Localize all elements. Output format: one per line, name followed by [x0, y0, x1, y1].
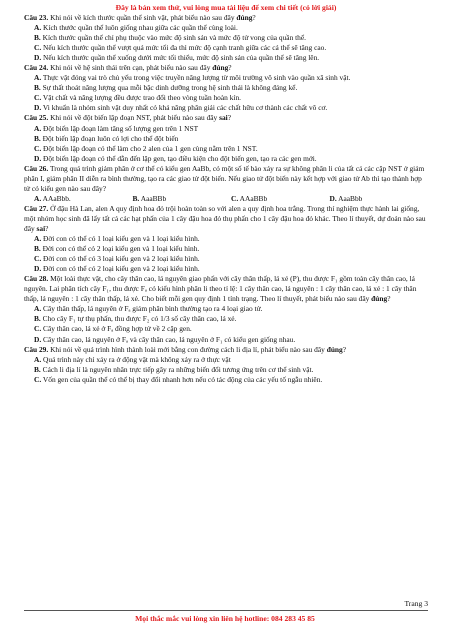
option-label: A.	[34, 193, 42, 203]
question-27	[24, 204, 428, 274]
question-text: Ở đậu Hà Lan, alen A quy định hoa đỏ trội hoàn toàn so với alen a quy định hoa trắng. Trong thí nghiệm thực hành lai giống, một nhóm học sinh đã lấy tất cả các hạt phấn của 1 cây đậu hoa đỏ thụ phấn cho 1 cây đậu hoa đỏ khác. Theo lí thuyết, dự đoán nào sau đây	[24, 203, 426, 233]
option-text: Cách li địa lí là nguyên nhân trực tiếp gây ra những biến đổi tương ứng trên cơ thể sinh vật.	[42, 364, 314, 374]
question-number: Câu 27.	[24, 203, 49, 213]
option-text: Kích thước quần thể chỉ phụ thuộc vào mức độ sinh sản và mức độ tử vong của quần thể.	[42, 33, 306, 43]
option-d	[24, 264, 428, 274]
option-label: D.	[34, 264, 42, 274]
question-keyword: đúng	[212, 63, 229, 73]
option-text: Đời con có thể có 1 loại kiểu gen và 1 loại kiểu hình.	[43, 234, 200, 244]
option-b	[24, 83, 428, 93]
question-number: Câu 26.	[24, 163, 49, 173]
question-keyword: đúng	[326, 344, 343, 354]
question-keyword: sai	[36, 223, 46, 233]
option-a	[24, 23, 428, 33]
question-stem	[24, 274, 428, 304]
option-c	[231, 194, 330, 204]
option-label: C.	[34, 374, 42, 384]
question-number: Câu 24.	[24, 63, 49, 73]
option-label: D.	[34, 53, 42, 63]
option-b	[24, 33, 428, 43]
question-number: Câu 25.	[24, 113, 49, 123]
question-stem	[24, 113, 428, 123]
option-text: Sự thất thoát năng lượng qua mỗi bậc dinh dưỡng trong hệ sinh thái là không đáng kể.	[42, 83, 298, 93]
option-label: A.	[34, 123, 42, 133]
question-stem	[24, 204, 428, 234]
question-text: Khi nói về quá trình hình thành loài mới bằng con đường cách li địa lí, phát biểu nào sau đây	[50, 344, 325, 354]
footer-divider	[24, 610, 428, 611]
question-text: Khi nói về đột biến lặp đoạn NST, phát biểu nào sau đây	[50, 113, 218, 123]
option-label: C.	[34, 254, 42, 264]
option-label: D.	[34, 334, 42, 344]
option-text: Đời con có thể có 2 loại kiểu gen và 1 loại kiểu hình.	[42, 244, 200, 254]
option-text: AaaBBb	[140, 193, 167, 203]
question-keyword: sai	[219, 113, 228, 123]
option-b	[133, 194, 232, 204]
option-label: C.	[34, 143, 42, 153]
option-text: Đời con có thể có 3 loại kiểu gen và 2 loại kiểu hình.	[43, 254, 200, 264]
question-keyword: đúng	[236, 13, 253, 22]
option-b	[24, 244, 428, 254]
question-end: ?	[45, 223, 49, 233]
option-text: Vật chất và năng lượng đều được trao đổi theo vòng tuần hoàn kín.	[42, 93, 241, 103]
option-label: A.	[34, 23, 42, 33]
option-d	[24, 103, 428, 113]
option-c	[24, 43, 428, 53]
option-c	[24, 93, 428, 103]
option-label: B.	[34, 83, 41, 93]
option-label: D.	[34, 153, 42, 163]
question-29	[24, 345, 428, 385]
option-b	[24, 314, 428, 324]
option-d	[24, 154, 428, 164]
option-text: Vốn gen của quần thể có thể bị thay đổi nhanh hơn nếu có tác động của các yếu tố ngẫu nhiên.	[42, 374, 323, 384]
question-stem	[24, 63, 428, 73]
question-text: Khi nói về kích thước quần thể sinh vật, phát biểu nào sau đây	[50, 13, 235, 22]
question-end: ?	[342, 344, 347, 354]
option-text: Đột biến lặp đoạn làm tăng số lượng gen trên 1 NST	[43, 123, 199, 133]
question-text: Trong quá trình giảm phân ở cơ thể có kiểu gen AaBb, có một số tế bào xảy ra sự không phân li của tất cả các cặp NST ở giảm phân I, giảm phân II diễn ra bình thường, tạo ra các giao tử đột biến. Nếu giao tử đột biến này kết hợp với giao tử Ab thì tạo thành hợp tử có kiểu gen nào sau đây?	[24, 163, 425, 193]
option-label: D.	[329, 193, 337, 203]
option-label: B.	[132, 193, 140, 203]
option-text: Đột biến lặp đoạn có thể dẫn đến lặp gen, tạo điều kiện cho đột biến gen, tạo ra các gen mới.	[43, 153, 317, 163]
question-26	[24, 164, 428, 204]
option-text: Cây thân thấp, lá nguyên ở Fₐ giảm phân bình thường tạo ra 4 loại giao tử.	[43, 304, 263, 314]
option-label: B.	[34, 364, 41, 374]
option-text: Cây thân cao, lá xẻ ở Fₐ đồng hợp tử về 2 cặp gen.	[43, 324, 192, 334]
option-text: Cho cây F₁ tự thụ phấn, thu được F₂ có 1/3 số cây thân cao, lá xẻ.	[42, 314, 237, 324]
option-d	[330, 194, 429, 204]
option-c	[24, 254, 428, 264]
preview-banner: Đây là bản xem thử, vui lòng mua tài liệu để xem chi tiết (có lời giải)	[115, 3, 337, 12]
option-text: Quá trình này chỉ xảy ra ở động vật mà không xảy ra ở thực vật	[43, 354, 231, 364]
question-28	[24, 274, 428, 344]
option-d	[24, 335, 428, 345]
option-c	[24, 324, 428, 334]
question-23	[24, 13, 428, 63]
question-end: ?	[252, 13, 256, 22]
option-text: Nếu kích thước quần thể xuống dưới mức tối thiểu, mức độ sinh sản của quần thể sẽ tăng lên.	[43, 53, 320, 63]
option-text: Vi khuẩn là nhóm sinh vật duy nhất có khả năng phân giải các chất hữu cơ thành các chất vô cơ.	[42, 103, 328, 113]
question-end: ?	[227, 113, 232, 123]
question-end: ?	[387, 294, 391, 304]
question-number: Câu 23.	[24, 13, 49, 22]
option-text: AAaBbb.	[42, 193, 71, 203]
option-label: C.	[34, 324, 42, 334]
option-label: A.	[34, 304, 42, 314]
hotline-banner: Mọi thắc mắc vui lòng xin liên hệ hotline: 084 283 45 85	[135, 614, 315, 623]
option-a	[24, 73, 428, 83]
option-text: Đột biến lặp đoạn luôn có lợi cho thể đột biến	[42, 133, 179, 143]
option-text: Kích thước quần thể luôn giống nhau giữa các quần thể cùng loài.	[43, 23, 238, 33]
question-keyword: đúng	[371, 294, 388, 304]
option-d	[24, 53, 428, 63]
option-label: C.	[34, 43, 42, 53]
document-page	[24, 0, 428, 385]
option-text: Nếu kích thước quần thể vượt quá mức tối đa thì mức độ cạnh tranh giữa các cá thể sẽ tăng cao.	[43, 43, 327, 53]
option-text: AaaBbb	[338, 193, 363, 203]
option-label: D.	[34, 103, 42, 113]
option-a	[24, 355, 428, 365]
option-text: Thực vật đóng vai trò chủ yếu trong việc truyền năng lượng từ môi trường vô sinh vào quần xã sinh vật.	[42, 73, 351, 83]
question-24	[24, 63, 428, 113]
inline-options	[24, 194, 428, 204]
option-label: B.	[34, 244, 41, 254]
option-c	[24, 375, 428, 385]
question-end: ?	[228, 63, 232, 73]
question-text: Một loài thực vật, cho cây thân cao, lá nguyên giao phấn với cây thân thấp, lá xẻ (P), thu được F₁ gồm toàn cây thân cao, lá nguyên. Lai phân tích cây F₁, thu được Fₐ có kiểu hình phân li theo tỉ lệ: 1 cây thân cao, lá nguyên : 1 cây thân cao, lá xẻ : 1 cây thân thấp, lá nguyên : 1 cây thân thấp, lá xẻ. Cho biết mỗi gen quy định 1 tính trạng. Theo lí thuyết, phát biểu nào sau đây	[24, 274, 417, 304]
option-label: B.	[34, 33, 41, 43]
page-number: Trang 3	[404, 599, 428, 608]
option-text: AAaBBb	[239, 193, 268, 203]
option-label: B.	[34, 314, 41, 324]
option-text: Đời con có thể có 2 loại kiểu gen và 2 loại kiểu hình.	[43, 264, 200, 274]
option-label: B.	[34, 133, 41, 143]
question-number: Câu 28.	[24, 274, 49, 284]
option-b	[24, 134, 428, 144]
option-label: A.	[34, 73, 42, 83]
question-text: Khi nói về hệ sinh thái trên cạn, phát biểu nào sau đây	[50, 63, 211, 73]
option-label: A.	[34, 354, 42, 364]
question-number: Câu 29.	[24, 344, 49, 354]
option-label: C.	[231, 193, 239, 203]
option-label: A.	[34, 234, 42, 244]
question-stem	[24, 345, 428, 355]
option-b	[24, 365, 428, 375]
option-a	[34, 194, 133, 204]
option-a	[24, 124, 428, 134]
option-c	[24, 144, 428, 154]
option-text: Cây thân cao, lá nguyên ở Fₐ và cây thân cao, lá nguyên ở F₁ có kiểu gen giống nhau.	[43, 334, 296, 344]
option-label: C.	[34, 93, 42, 103]
option-a	[24, 234, 428, 244]
option-text: Đột biến lặp đoạn có thể làm cho 2 alen của 1 gen cùng nằm trên 1 NST.	[43, 143, 258, 153]
option-a	[24, 304, 428, 314]
question-stem	[24, 13, 428, 23]
question-list	[24, 13, 428, 385]
question-25	[24, 113, 428, 163]
question-stem	[24, 164, 428, 194]
